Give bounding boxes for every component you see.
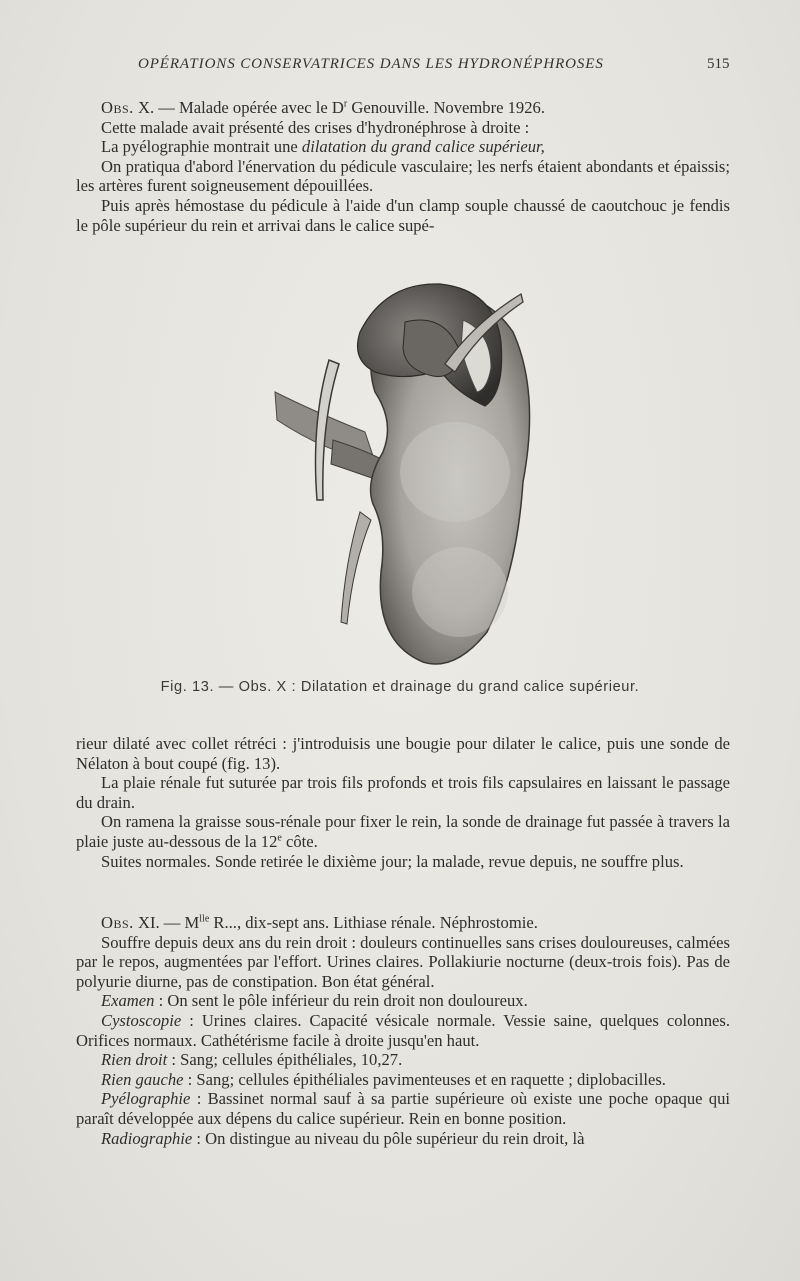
obs-xi-paragraph: Souffre depuis deux ans du rein droit : douleurs continuelles sans crises douloureuses, calmées par le repos, augmentées par l'effort. Urines claires. Pollakiurie nocturne (deux-trois fois). Pas de polyurie diurne, pas de constipation. Bon état général. <box>76 932 730 991</box>
obs-x-heading: Obs. X. — Malade opérée avec le $D^r$ Genouville. Novembre 1926. <box>101 98 545 117</box>
obs-x-paragraph: La plaie rénale fut suturée par trois fils profonds et trois fils capsulaires en laissant le passage du drain. <box>76 773 730 812</box>
figure-caption: Fig. 13. — Obs. X : Dilatation et drainage du grand calice supérieur. <box>160 679 640 695</box>
obs-xi-paragraph: Pyélographie : Bassinet normal sauf à sa partie supérieure où existe une poche opaque qui paraît développée aux dépens du calice supérieur. Rein en bonne position. <box>76 1089 730 1128</box>
obs-xi-paragraph: Radiographie : On distingue au niveau du pôle supérieur du rein droit, là <box>101 1128 585 1148</box>
obs-x-continued <box>76 734 730 871</box>
obs-xi-paragraph: Rien gauche : Sang; cellules épithéliales pavimenteuses et en raquette ; diplobacilles. <box>101 1069 666 1089</box>
obs-label: Obs. <box>101 913 134 932</box>
page-number: 515 <box>707 56 730 72</box>
obs-xi-paragraph: Rien droit : Sang; cellules épithéliales, 10,27. <box>101 1050 403 1070</box>
obs-xi-paragraph: Examen : On sent le pôle inférieur du rein droit non douloureux. <box>101 991 528 1011</box>
obs-xi-heading: Obs. XI. — $M^{lle}$ R..., dix-sept ans. Lithiase rénale. Néphrostomie. <box>101 913 538 932</box>
obs-x-paragraph: On pratiqua d'abord l'énervation du pédicule vasculaire; les nerfs étaient abondants et épaissis; les artères furent soigneusement dépouillées. <box>76 156 730 196</box>
obs-x-paragraph: Puis après hémostase du pédicule à l'aide d'un clamp souple chaussé de caoutchouc je fendis le pôle supérieur du rein et arrivai dans le calice supé- <box>76 195 730 235</box>
obs-x-paragraph: On ramena la graisse sous-rénale pour fixer le rein, la sonde de drainage fut passée à travers la plaie juste au-dessous de la 12e côte. <box>76 812 730 851</box>
obs-x-section <box>76 98 730 235</box>
kidney-illustration-icon <box>255 272 555 672</box>
obs-x-paragraph: Suites normales. Sonde retirée le dixième jour; la malade, revue depuis, ne souffre plus. <box>101 851 684 871</box>
obs-xi-paragraph: Cystoscopie : Urines claires. Capacité vésicale normale. Vessie saine, quelques colonnes. Orifices normaux. Cathétérisme facile à droite jusqu'en haut. <box>76 1010 730 1050</box>
obs-xi-section <box>76 913 730 1148</box>
obs-label: Obs. <box>101 98 134 117</box>
obs-x-paragraph: La pyélographie montrait une dilatation du grand calice supérieur, <box>101 137 545 157</box>
running-header <box>0 56 800 80</box>
obs-x-paragraph: Cette malade avait présenté des crises d'hydronéphrose à droite : <box>101 117 530 137</box>
obs-x-paragraph: rieur dilaté avec collet rétréci : j'introduisis une bougie pour dilater le calice, puis une sonde de Nélaton à bout coupé (fig. 13). <box>76 734 730 773</box>
running-title: OPÉRATIONS CONSERVATRICES DANS LES HYDRONÉPHROSES <box>138 56 604 72</box>
